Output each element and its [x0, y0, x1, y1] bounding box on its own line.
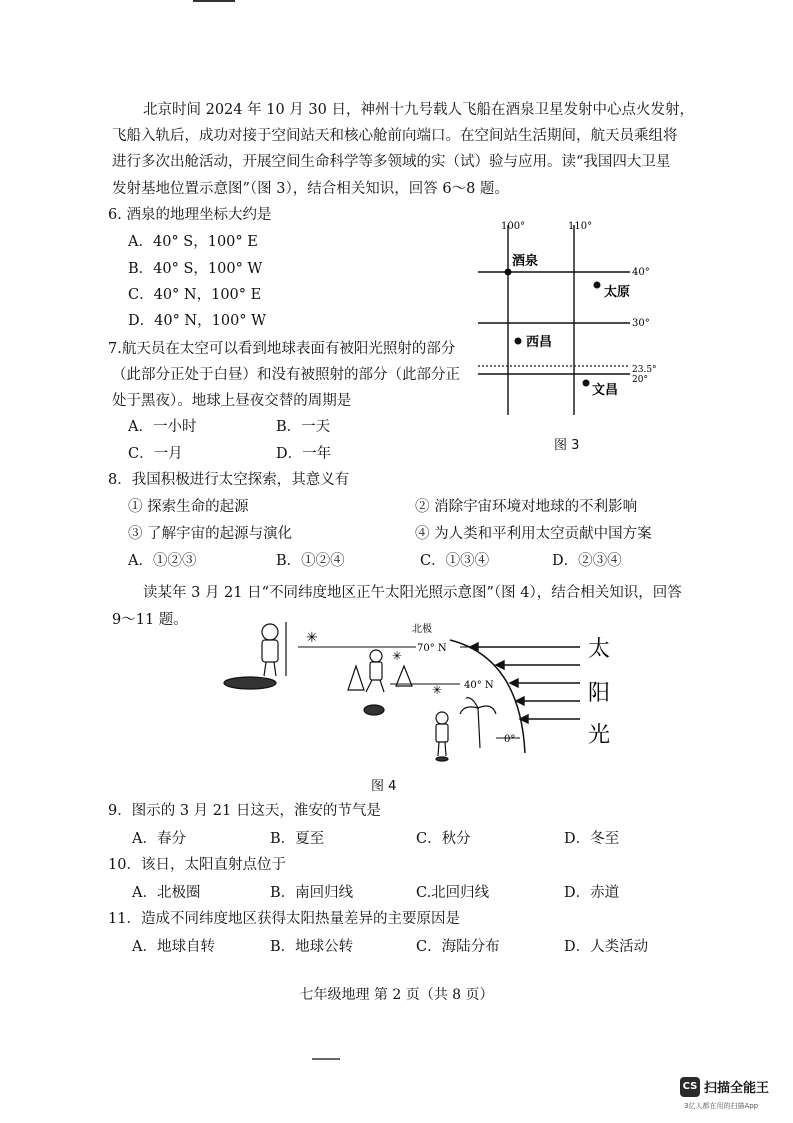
- figure-4-caption: 图 4: [371, 779, 397, 794]
- statement-3: ③ 了解宇宙的起源与演化: [128, 526, 293, 542]
- lat-label: 20°: [632, 375, 648, 385]
- scanner-logo-icon: CS: [680, 1077, 700, 1097]
- option-c: C．40° N，100° E: [128, 287, 262, 303]
- lat-label: 70° N: [417, 643, 447, 654]
- scanner-app-slogan: 3亿人都在用的扫描App: [684, 1102, 759, 1110]
- statement-4: ④ 为人类和平利用太空贡献中国方案: [415, 526, 652, 542]
- option-a: A．①②③: [128, 553, 197, 569]
- option-d: D．②③④: [552, 553, 622, 569]
- city-marker-jiuquan: [505, 269, 512, 276]
- statement-2: ② 消除宇宙环境对地球的不利影响: [415, 499, 638, 515]
- equator-person-illustration: [436, 698, 496, 761]
- intro-line: 发射基地位置示意图”（图 3），结合相关知识，回答 6～8 题。: [112, 181, 509, 197]
- sun-char: 光: [588, 723, 611, 748]
- intro-line: 飞船入轨后，成功对接于空间站天和核心舱前向端口。在空间站生活期间，航天员乘组将: [112, 128, 678, 144]
- scanner-app-name: 扫描全能王: [704, 1081, 770, 1096]
- city-label-jiuquan: 酒泉: [512, 254, 539, 269]
- question-stem: 9．图示的 3 月 21 日这天，淮安的节气是: [108, 803, 381, 819]
- option-c: C．海陆分布: [416, 939, 500, 955]
- lon-label: 100°: [501, 221, 526, 232]
- option-a: A．北极圈: [132, 885, 201, 901]
- figure-4-sunlight-diagram: [220, 618, 620, 768]
- sun-icon: ✳: [392, 649, 403, 663]
- question-stem: 处于黑夜）。地球上昼夜交替的周期是: [112, 393, 352, 409]
- option-d: D．人类活动: [564, 939, 649, 955]
- intro-line: 北京时间 2024 年 10 月 30 日，神州十九号载人飞船在酒泉卫星发射中心点火发射，: [143, 102, 694, 118]
- north-pole-label: 北极: [412, 624, 432, 635]
- option-b: B．①②④: [276, 553, 345, 569]
- city-marker-taiyuan: [594, 282, 601, 289]
- lat-label: 30°: [632, 318, 650, 329]
- bottom-scan-mark: [312, 1058, 340, 1060]
- option-d: D．赤道: [564, 885, 620, 901]
- sun-icon: ✳: [306, 630, 318, 646]
- option-d: D．一年: [276, 446, 332, 462]
- polar-person-illustration: [224, 622, 286, 689]
- page-footer: 七年级地理 第 2 页（共 8 页）: [299, 987, 494, 1003]
- option-d: D．40° N，100° W: [128, 313, 267, 329]
- option-b: B．南回归线: [270, 885, 354, 901]
- option-d: D．冬至: [564, 831, 620, 847]
- option-b: B．夏至: [270, 831, 325, 847]
- option-a: A．地球自转: [132, 939, 215, 955]
- intro-line: 读某年 3 月 21 日“不同纬度地区正午太阳光照示意图”（图 4），结合相关知识，回答: [143, 585, 682, 601]
- lat-label: 23.5°: [632, 365, 657, 375]
- sun-char: 阳: [588, 681, 611, 706]
- option-c: C．①③④: [420, 553, 490, 569]
- lat-label: 40°: [632, 267, 650, 278]
- question-stem: 6. 酒泉的地理坐标大约是: [108, 207, 272, 223]
- option-c: C．秋分: [416, 831, 471, 847]
- top-scan-mark: [193, 0, 235, 2]
- intro-line: 9～11 题。: [112, 612, 188, 628]
- mid-latitude-person-illustration: [348, 650, 412, 715]
- option-a: A．40° S，100° E: [128, 234, 258, 250]
- option-b: B．一天: [276, 419, 331, 435]
- lon-label: 110°: [568, 221, 593, 232]
- option-b: B．40° S，100° W: [128, 261, 263, 277]
- statement-1: ① 探索生命的起源: [128, 499, 249, 515]
- city-label-xichang: 西昌: [526, 335, 553, 350]
- lat-label: 0°: [504, 734, 516, 745]
- sun-icon: ✳: [432, 683, 443, 697]
- city-marker-xichang: [515, 338, 522, 345]
- lat-label: 40° N: [464, 680, 494, 691]
- option-c: C．一月: [128, 446, 183, 462]
- option-c: C.北回归线: [416, 885, 490, 901]
- figure-3-map: [470, 215, 680, 425]
- option-b: B．地球公转: [270, 939, 354, 955]
- question-stem: 7.航天员在太空可以看到地球表面有被阳光照射的部分: [108, 341, 456, 357]
- question-stem: 10．该日，太阳直射点位于: [108, 857, 286, 873]
- intro-line: 进行多次出舱活动，开展空间生命科学等多领域的实（试）验与应用。读“我国四大卫星: [112, 154, 671, 170]
- city-label-taiyuan: 太原: [604, 285, 631, 300]
- city-label-wenchang: 文昌: [592, 383, 619, 398]
- figure-3-caption: 图 3: [554, 438, 580, 453]
- option-a: A．春分: [132, 831, 186, 847]
- sun-char: 太: [588, 637, 611, 662]
- question-stem: 8．我国积极进行太空探索，其意义有: [108, 472, 350, 488]
- question-stem: （此部分正处于白昼）和没有被照射的部分（此部分正: [112, 367, 460, 383]
- city-marker-wenchang: [583, 380, 590, 387]
- option-a: A．一小时: [128, 419, 197, 435]
- question-stem: 11．造成不同纬度地区获得太阳热量差异的主要原因是: [108, 911, 460, 927]
